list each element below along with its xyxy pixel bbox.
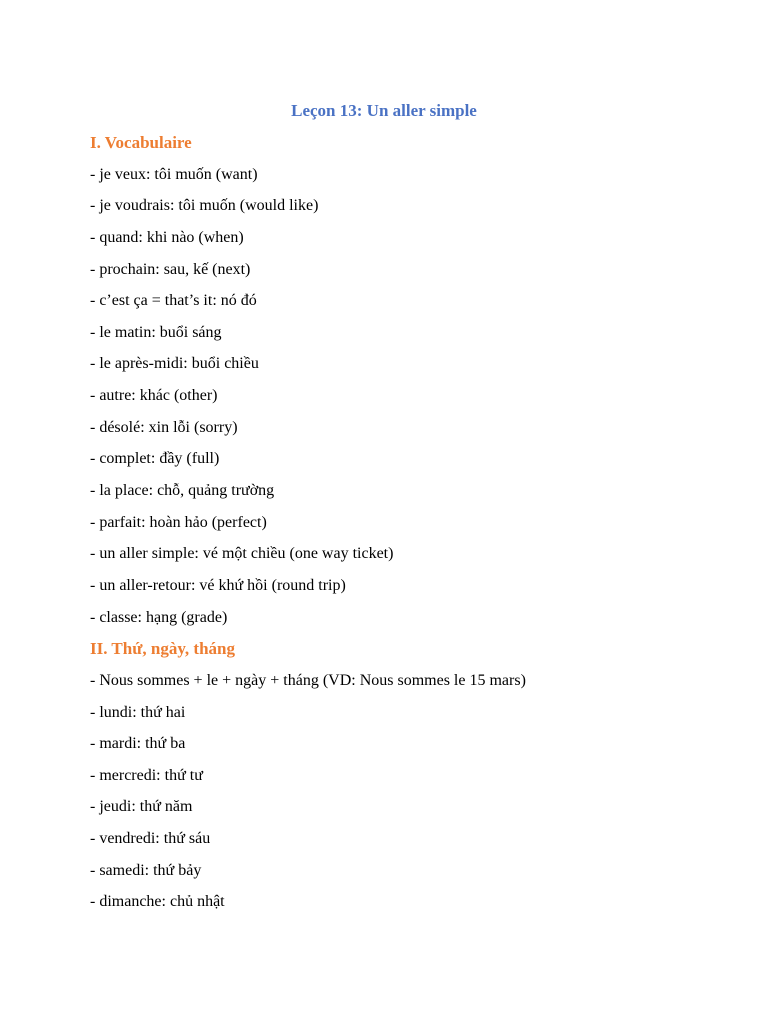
list-item: - quand: khi nào (when): [90, 228, 244, 246]
list-item: - autre: khác (other): [90, 387, 218, 405]
list-item: - le après-midi: buổi chiều: [90, 355, 259, 373]
list-item: - jeudi: thứ năm: [90, 798, 193, 816]
list-item: - je voudrais: tôi muốn (would like): [90, 197, 319, 215]
list-item: - vendredi: thứ sáu: [90, 830, 211, 848]
list-item: - dimanche: chủ nhật: [90, 893, 225, 911]
document-body: [90, 131, 710, 922]
list-item: - un aller simple: vé một chiều (one way ticket): [90, 545, 394, 563]
list-item: - parfait: hoàn hảo (perfect): [90, 513, 267, 531]
list-item: - samedi: thứ bảy: [90, 861, 202, 879]
list-item: - lundi: thứ hai: [90, 703, 186, 721]
list-item: - c’est ça = that’s it: nó đó: [90, 292, 257, 310]
list-item: - complet: đầy (full): [90, 450, 220, 468]
list-item: - je veux: tôi muốn (want): [90, 165, 258, 183]
list-item: - classe: hạng (grade): [90, 608, 228, 626]
list-item: - un aller-retour: vé khứ hồi (round trip): [90, 576, 346, 594]
list-item: - mardi: thứ ba: [90, 735, 186, 753]
list-item: - la place: chỗ, quảng trường: [90, 482, 275, 500]
list-item: - désolé: xin lỗi (sorry): [90, 418, 238, 436]
list-item: - prochain: sau, kế (next): [90, 260, 251, 278]
list-item: - mercredi: thứ tư: [90, 766, 203, 784]
section-heading-thu-ngay-thang: II. Thứ, ngày, tháng: [90, 639, 236, 659]
list-item: - Nous sommes + le + ngày + tháng (VD: Nous sommes le 15 mars): [90, 671, 526, 689]
page-title: Leçon 13: Un aller simple: [291, 101, 477, 120]
list-item: - le matin: buổi sáng: [90, 323, 222, 341]
section-heading-vocabulaire: I. Vocabulaire: [90, 133, 192, 152]
